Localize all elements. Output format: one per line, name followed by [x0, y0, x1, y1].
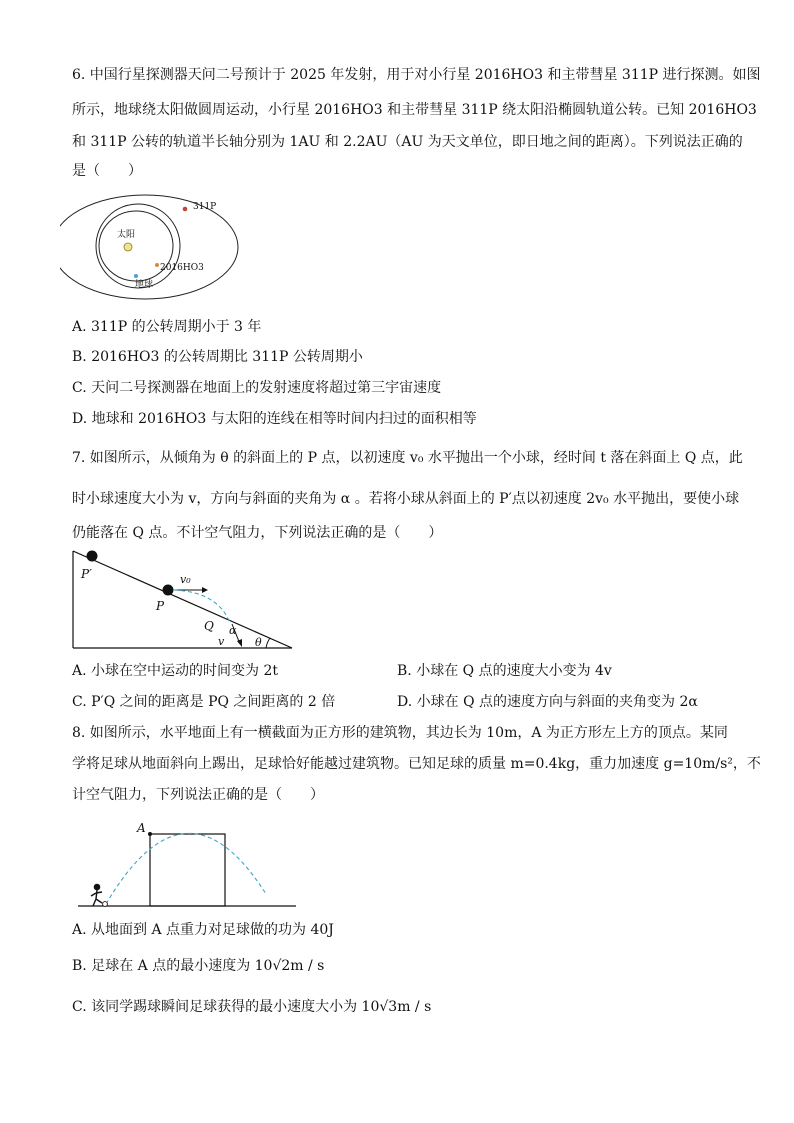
theta-arc: [266, 638, 270, 648]
sun-icon: [124, 243, 132, 251]
earth-orbit: [96, 204, 180, 288]
v0-label: v₀: [180, 573, 191, 586]
q7-option-a: A. 小球在空中运动的时间变为 2t: [72, 663, 278, 679]
q8-stem-line-3: 计空气阻力，下列说法正确的是（ ）: [72, 787, 324, 803]
kicker-figure: [91, 884, 102, 906]
p-label: P: [156, 599, 165, 613]
football-icon: [103, 902, 108, 907]
q8-option-c: C. 该同学踢球瞬间足球获得的最小速度大小为 10√3m / s: [72, 999, 432, 1015]
alpha-label: α: [229, 624, 237, 637]
q7-incline-figure: [70, 548, 298, 652]
q6-option-c: C. 天问二号探测器在地面上的发射速度将超过第三宇宙速度: [72, 380, 442, 396]
asteroid-dot: [155, 263, 159, 267]
p-prime-label: P′: [81, 567, 92, 581]
sun-label: 太阳: [117, 230, 136, 240]
incline-slope: [73, 551, 292, 648]
q6-stem-line-1: 6. 中国行星探测器天问二号预计于 2025 年发射，用于对小行星 2016HO3 和主带彗星 311P 进行探测。如图: [72, 67, 761, 83]
comet-label: 311P: [193, 202, 217, 212]
earth-label: 地球: [135, 280, 154, 290]
q7-option-c: C. P′Q 之间的距离是 PQ 之间距离的 2 倍: [72, 694, 336, 710]
q8-stem-line-2: 学将足球从地面斜向上踢出，足球恰好能越过建筑物。已知足球的质量 m=0.4kg，重力加速度 g=10m/s²，不: [72, 756, 761, 772]
v-label: v: [218, 635, 225, 648]
q7-stem-line-1: 7. 如图所示，从倾角为 θ 的斜面上的 P 点，以初速度 v₀ 水平抛出一个小球，经时间 t 落在斜面上 Q 点，此: [72, 450, 743, 466]
ball-p-prime: [87, 551, 98, 562]
q-label: Q: [204, 619, 214, 633]
trajectory-dashed: [174, 590, 230, 623]
asteroid-label: 2016HO3: [160, 263, 204, 273]
comet-dot: [183, 207, 188, 212]
point-a-dot: [148, 832, 152, 836]
q6-stem-line-2: 所示，地球绕太阳做圆周运动，小行星 2016HO3 和主带彗星 311P 绕太阳沿椭圆轨道公转。已知 2016HO3: [72, 102, 757, 118]
q8-stem-line-1: 8. 如图所示，水平地面上有一横截面为正方形的建筑物，其边长为 10m，A 为正方形左上方的顶点。某同: [72, 725, 728, 741]
ball-p: [163, 585, 174, 596]
velocity-arrowhead: [237, 639, 242, 647]
theta-label: θ: [255, 636, 262, 649]
q8-building-figure: [76, 808, 300, 912]
ball-trajectory-dashed: [106, 833, 266, 904]
q6-stem-line-4: 是（ ）: [72, 163, 142, 179]
q8-option-b: B. 足球在 A 点的最小速度为 10√2m / s: [72, 958, 325, 974]
q7-option-b: B. 小球在 Q 点的速度大小变为 4v: [397, 663, 612, 679]
q6-stem-line-3: 和 311P 公转的轨道半长轴分别为 1AU 和 2.2AU（AU 为天文单位，即日地之间的距离）。下列说法正确的: [72, 134, 743, 150]
square-building: [150, 834, 225, 906]
q7-option-d: D. 小球在 Q 点的速度方向与斜面的夹角变为 2α: [397, 694, 698, 710]
q6-option-b: B. 2016HO3 的公转周期比 311P 公转周期小: [72, 349, 363, 365]
earth-dot: [134, 274, 138, 278]
q6-option-d: D. 地球和 2016HO3 与太阳的连线在相等时间内扫过的面积相等: [72, 411, 477, 427]
q7-stem-line-2: 时小球速度大小为 v，方向与斜面的夹角为 α 。若将小球从斜面上的 P′点以初速度 2v₀ 水平抛出，要使小球: [72, 491, 740, 507]
q6-option-a: A. 311P 的公转周期小于 3 年: [72, 319, 262, 335]
a-label: A: [137, 821, 146, 835]
q7-stem-line-3: 仍能落在 Q 点。不计空气阻力，下列说法正确的是（ ）: [72, 525, 443, 541]
q6-orbit-figure: [60, 188, 240, 306]
v0-arrowhead: [202, 587, 208, 593]
q8-option-a: A. 从地面到 A 点重力对足球做的功为 40J: [72, 922, 334, 938]
